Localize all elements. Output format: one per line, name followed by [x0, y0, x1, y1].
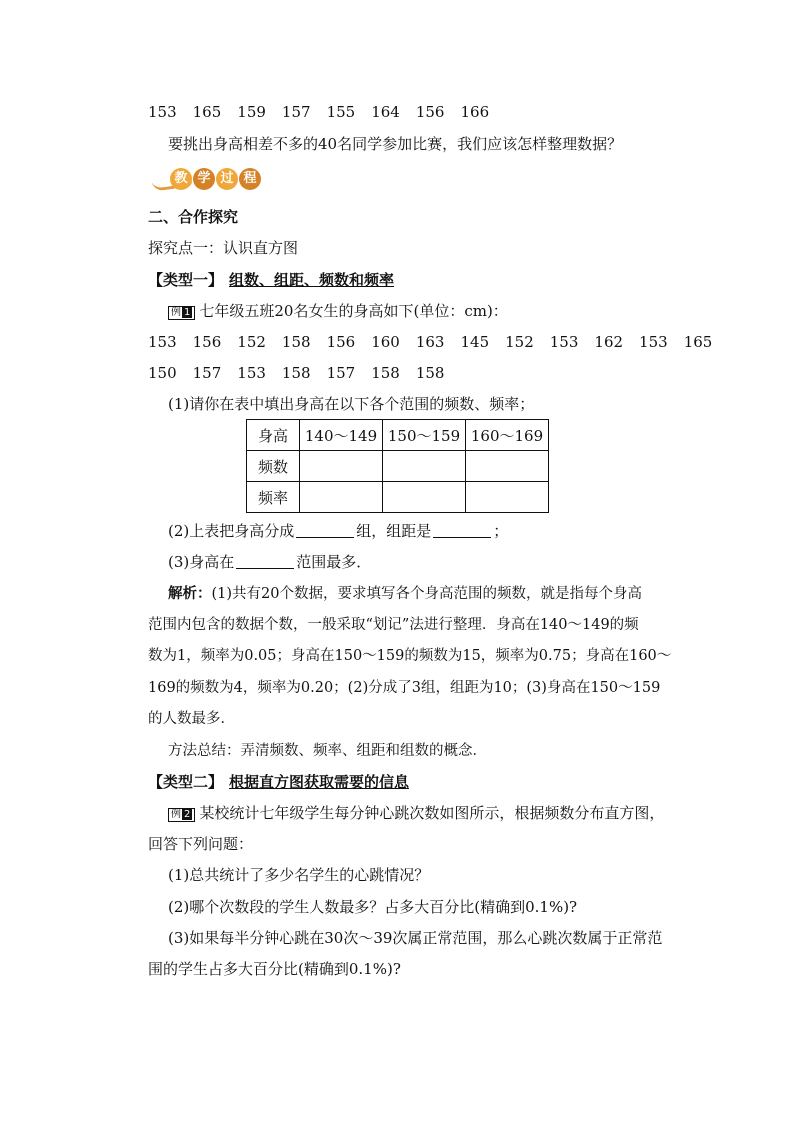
type1-title: 组数、组距、频数和频率	[229, 271, 395, 289]
example1-tag: 例 1	[168, 306, 195, 320]
number-item: 166	[460, 103, 490, 121]
analysis-line-4: 169的频数为4，频率为0.20；(2)分成了3组，组距为10；(3)身高在150～159	[148, 680, 661, 696]
analysis-line-5: 的人数最多．	[148, 711, 235, 727]
example1-line	[168, 301, 508, 321]
table-cell[interactable]	[383, 482, 466, 513]
answer-blank[interactable]	[433, 523, 491, 538]
analysis-line-3: 数为1，频率为0.05；身高在150～159的频数为15，频率为0.75；身高在160～	[148, 648, 672, 664]
intro-question: 要挑出身高相差不多的40名同学参加比赛，我们应该怎样整理数据？	[168, 135, 623, 153]
banner-char: 程	[239, 168, 261, 190]
number-item: 164	[371, 103, 400, 121]
example2-line	[168, 803, 664, 823]
number-item: 153	[148, 103, 177, 121]
point-title: 探究点一：认识直方图	[148, 239, 299, 257]
table-header-cell: 160～169	[466, 420, 549, 451]
type2-bracket: 【类型二】	[148, 773, 224, 791]
type2-title: 根据直方图获取需要的信息	[229, 773, 410, 791]
height-row-2: 150 157 153 158 157 158 158	[148, 364, 445, 382]
table-header-cell: 150～159	[383, 420, 466, 451]
table-header-cell: 身高	[247, 420, 300, 451]
table-row-label: 频率	[247, 482, 300, 513]
example2-q3: (3)如果每半分钟心跳在30次～39次属正常范围，那么心跳次数属于正常范	[168, 929, 663, 947]
table-cell[interactable]	[383, 451, 466, 482]
example1-q1: (1)请你在表中填出身高在以下各个范围的频数、频率；	[168, 395, 535, 413]
type1-heading	[148, 270, 394, 290]
number-item: 157	[281, 103, 311, 121]
number-item: 156	[415, 103, 445, 121]
banner-char: 过	[216, 168, 238, 190]
type1-bracket: 【类型一】	[148, 271, 224, 289]
analysis-label: 解析：	[168, 585, 212, 602]
table-row-label: 频数	[247, 451, 300, 482]
example1-q2: (2)上表把身高分成 组，组距是 ；	[168, 522, 509, 540]
table-cell[interactable]	[466, 482, 549, 513]
number-item: 159	[237, 103, 266, 121]
type2-heading	[148, 772, 409, 792]
frequency-table	[246, 419, 549, 513]
table-row	[247, 420, 549, 451]
analysis-line-1: 解析：(1)共有20个数据，要求填写各个身高范围的频数，就是指每个身高	[168, 585, 642, 602]
example2-line-2: 回答下列问题：	[148, 835, 254, 853]
table-row	[247, 482, 549, 513]
section-title: 二、合作探究	[148, 208, 239, 226]
method-summary: 方法总结：弄清频数、频率、组距和组数的概念．	[168, 743, 487, 759]
table-cell[interactable]	[300, 482, 383, 513]
table-cell[interactable]	[300, 451, 383, 482]
number-item: 155	[326, 103, 356, 121]
example2-text: 某校统计七年级学生每分钟心跳次数如图所示，根据频数分布直方图，	[199, 804, 665, 822]
answer-blank[interactable]	[296, 523, 354, 538]
height-row-1: 153 156 152 158 156 160 163 145 152 153 162 153 165	[148, 333, 713, 351]
example1-text: 七年级五班20名女生的身高如下(单位：cm)：	[199, 302, 508, 320]
answer-blank[interactable]	[236, 554, 294, 569]
example2-q3-cont: 围的学生占多大百分比(精确到0.1%)?	[148, 960, 401, 978]
example2-q1: (1)总共统计了多少名学生的心跳情况？	[168, 866, 430, 884]
top-number-row	[148, 102, 505, 122]
example1-q3: (3)身高在 范围最多．	[168, 553, 372, 571]
banner-char: 学	[193, 168, 215, 190]
example2-q2: (2)哪个次数段的学生人数最多？占多大百分比(精确到0.1%)?	[168, 898, 578, 916]
table-cell[interactable]	[466, 451, 549, 482]
teaching-process-banner	[152, 166, 262, 194]
number-item: 165	[192, 103, 222, 121]
table-row	[247, 451, 549, 482]
example2-tag: 例 2	[168, 808, 195, 822]
banner-char: 教	[170, 168, 192, 190]
analysis-line-2: 范围内包含的数据个数，一般采取“划记”法进行整理．身高在140～149的频	[148, 617, 639, 633]
table-header-cell: 140～149	[300, 420, 383, 451]
